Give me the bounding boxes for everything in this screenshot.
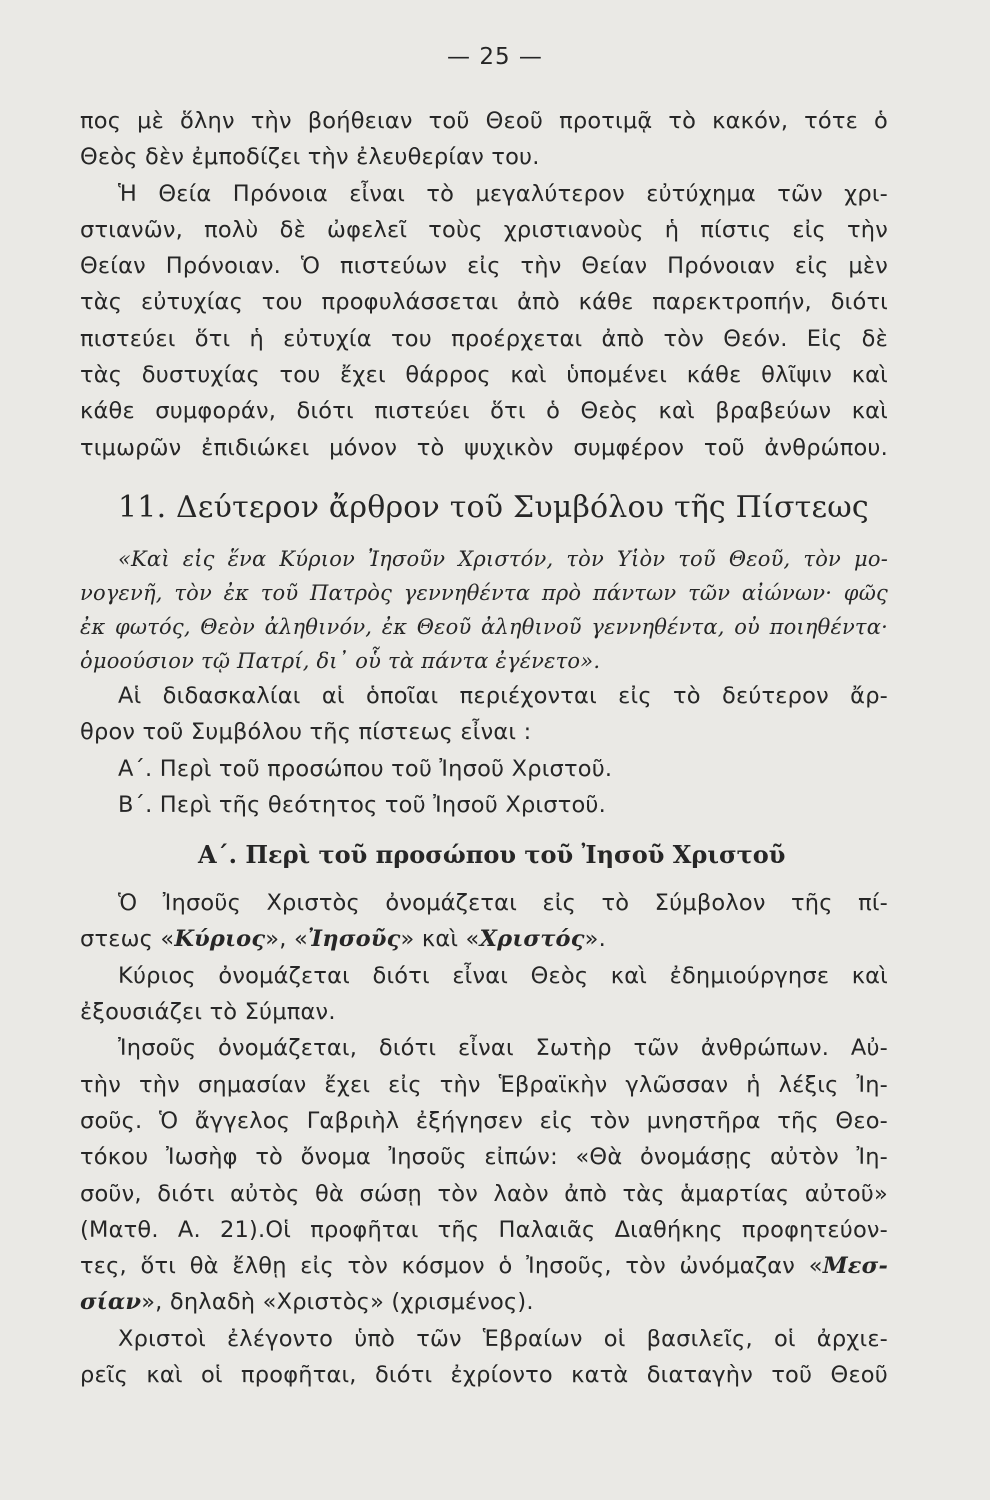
text-line: σοῦς. Ὁ ἄγγελος Γαβριὴλ ἐξήγησεν εἰς τὸν μνηστῆρα τῆς Θεο- xyxy=(80,1107,888,1134)
paragraph-1 xyxy=(80,103,888,176)
text-fragment: ». xyxy=(584,926,606,953)
emphasis-iesous: Ἰησοῦς xyxy=(307,926,401,953)
emphasis-christos: Χριστός xyxy=(479,926,585,953)
creed-line: νογενῆ, τὸν ἐκ τοῦ Πατρὸς γεννηθέντα πρὸ πάντων τῶν αἰώνων· φῶς xyxy=(80,580,888,605)
text-line: Ἰησοῦς ὀνομάζεται, διότι εἶναι Σωτὴρ τῶν ἀνθρώπων. Αὐ- xyxy=(118,1035,888,1062)
text-line: τιμωρῶν ἐπιδιώκει μόνον τὸ ψυχικὸν συμφέρον τοῦ ἀνθρώπου. xyxy=(80,434,888,461)
topic-list xyxy=(80,751,888,824)
text-line: τὴν τὴν σημασίαν ἔχει εἰς τὴν Ἑβραϊκὴν γλῶσσαν ἡ λέξις Ἰη- xyxy=(80,1071,888,1098)
creed-quote xyxy=(80,542,888,678)
creed-line: ὁμοούσιον τῷ Πατρί, δι᾿ οὗ τὰ πάντα ἐγένετο». xyxy=(80,648,601,673)
emphasis-messias: Μεσ- xyxy=(822,1253,888,1280)
text-line: Αἱ διδασκαλίαι αἱ ὁποῖαι περιέχονται εἰς τὸ δεύτερον ἄρ- xyxy=(118,682,888,709)
emphasis-kyrios: Κύριος xyxy=(174,926,266,953)
text-line: ἐξουσιάζει τὸ Σύμπαν. xyxy=(80,999,336,1026)
paragraph-5 xyxy=(80,958,888,1031)
text-line: Θεὸς δὲν ἐμποδίζει τὴν ἐλευθερίαν του. xyxy=(80,144,540,171)
text-line: κάθε συμφοράν, διότι πιστεύει ὅτι ὁ Θεὸς καὶ βραβεύων καὶ xyxy=(80,398,888,425)
text-line: Χριστοὶ ἐλέγοντο ὑπὸ τῶν Ἑβραίων οἱ βασιλεῖς, οἱ ἀρχιε- xyxy=(118,1325,888,1352)
paragraph-7 xyxy=(80,1321,888,1394)
topic-item: Α΄. Περὶ τοῦ προσώπου τοῦ Ἰησοῦ Χριστοῦ. xyxy=(118,755,613,782)
text-fragment: τες, ὅτι θὰ ἔλθῃ εἰς τὸν κόσμον ὁ Ἰησοῦς, τὸν ὠνόμαζαν « xyxy=(80,1253,823,1280)
paragraph-2 xyxy=(80,176,888,466)
paragraph-6 xyxy=(80,1030,888,1320)
text-line: πος μὲ ὅλην τὴν βοήθειαν τοῦ Θεοῦ προτιμᾷ τὸ κακόν, τότε ὁ xyxy=(80,108,888,134)
text-line xyxy=(80,1284,888,1320)
emphasis-messias: σίαν xyxy=(80,1289,142,1316)
text-line: Ἡ Θεία Πρόνοια εἶναι τὸ μεγαλύτερον εὐτύχημα τῶν χρι- xyxy=(118,180,888,207)
text-line: πιστεύει ὅτι ἡ εὐτυχία του προέρχεται ἀπὸ τὸν Θεόν. Εἰς δὲ xyxy=(80,325,888,352)
text-line: (Ματθ. Α. 21).Οἱ προφῆται τῆς Παλαιᾶς Διαθήκης προφητεύον- xyxy=(80,1216,888,1243)
text-line: Ὁ Ἰησοῦς Χριστὸς ὀνομάζεται εἰς τὸ Σύμβολον τῆς πί- xyxy=(118,890,888,917)
creed-line: «Καὶ εἰς ἕνα Κύριον Ἰησοῦν Χριστόν, τὸν Υἱὸν τοῦ Θεοῦ, τὸν μο- xyxy=(118,546,888,571)
creed-line: ἐκ φωτός, Θεὸν ἀληθινόν, ἐκ Θεοῦ ἀληθινοῦ γεννηθέντα, οὐ ποιηθέντα· xyxy=(80,614,888,639)
text-line: σοῦν, διότι αὐτὸς θὰ σώσῃ τὸν λαὸν ἀπὸ τὰς ἁμαρτίας αὐτοῦ» xyxy=(80,1180,888,1207)
text-line xyxy=(80,921,888,957)
text-fragment: », « xyxy=(265,926,308,953)
text-line: στιανῶν, πολὺ δὲ ὠφελεῖ τοὺς χριστιανοὺς ἡ πίστις εἰς τὴν xyxy=(80,216,888,243)
text-line xyxy=(80,1248,888,1284)
text-fragment: » καὶ « xyxy=(400,926,480,953)
topic-item: Β΄. Περὶ τῆς θεότητος τοῦ Ἰησοῦ Χριστοῦ. xyxy=(118,791,606,818)
text-line: τὰς δυστυχίας του ἔχει θάρρος καὶ ὑπομένει κάθε θλῖψιν καὶ xyxy=(80,362,888,389)
text-line: ρεῖς καὶ οἱ προφῆται, διότι ἐχρίοντο κατὰ διαταγὴν τοῦ Θεοῦ xyxy=(80,1362,888,1389)
paragraph-3 xyxy=(80,678,888,751)
text-line: Κύριος ὀνομάζεται διότι εἶναι Θεὸς καὶ ἐδημιούργησε καὶ xyxy=(118,962,888,989)
text-line: τόκου Ἰωσὴφ τὸ ὄνομα Ἰησοῦς εἰπών: «Θὰ ὀνομάσῃς αὐτὸν Ἰη- xyxy=(80,1144,888,1171)
section-heading: 11. Δεύτερον ἄρθρον τοῦ Συμβόλου τῆς Πίστεως xyxy=(118,489,869,525)
paragraph-4 xyxy=(80,885,888,958)
text-line: τὰς εὐτυχίας του προφυλάσσεται ἀπὸ κάθε παρεκτροπήν, διότι xyxy=(80,289,888,316)
text-body xyxy=(80,103,888,1393)
text-fragment: », δηλαδὴ «Χριστὸς» (χρισμένος). xyxy=(141,1289,534,1316)
text-line: Θείαν Πρόνοιαν. Ὁ πιστεύων εἰς τὴν Θείαν Πρόνοιαν εἰς μὲν xyxy=(80,253,888,280)
text-fragment: στεως « xyxy=(80,926,175,953)
subsection-heading: Α΄. Περὶ τοῦ προσώπου τοῦ Ἰησοῦ Χριστοῦ xyxy=(198,840,786,870)
text-line: θρον τοῦ Συμβόλου τῆς πίστεως εἶναι : xyxy=(80,719,532,746)
page-number: — 25 — xyxy=(447,44,543,70)
